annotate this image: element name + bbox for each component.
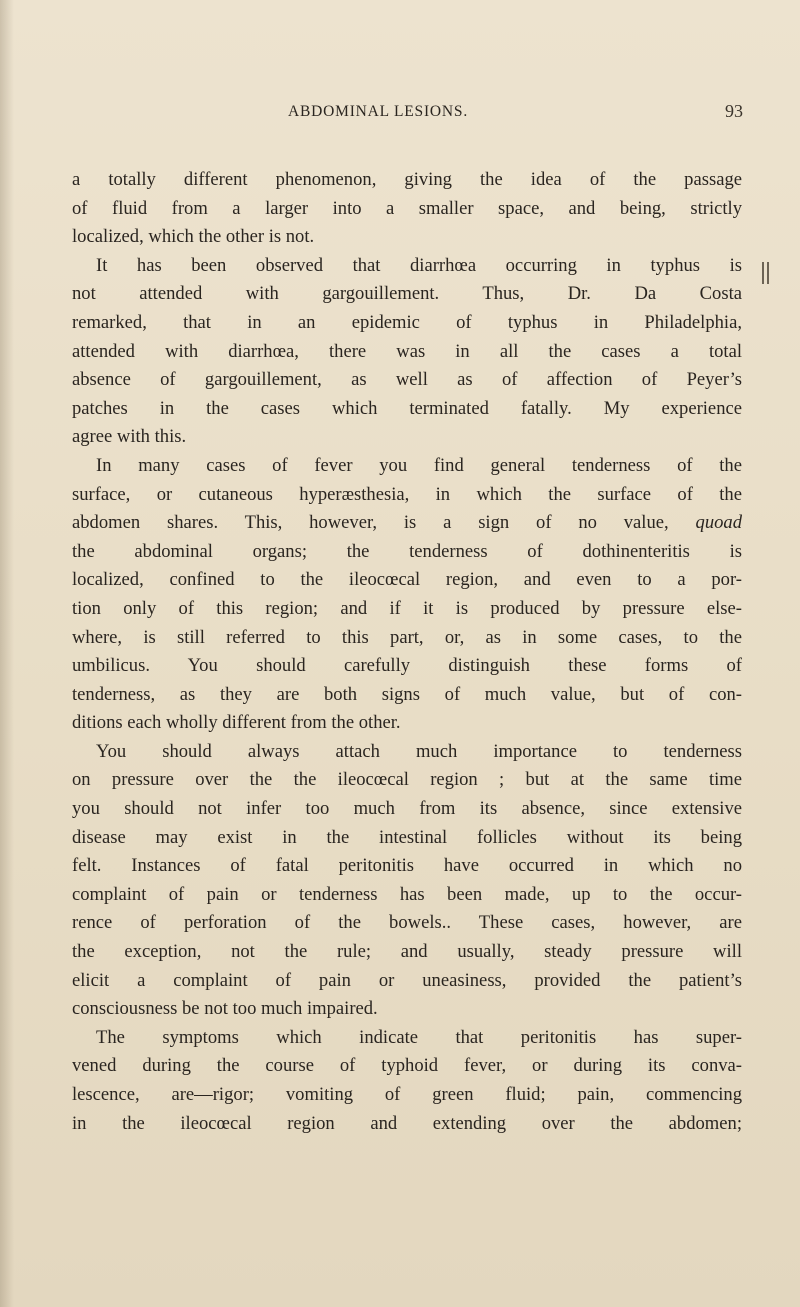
running-head: [0, 103, 800, 131]
text-line: a totally different phenomenon, giving the idea of the passage: [72, 169, 742, 190]
text-line: in the ileocœcal region and extending over the abdomen;: [72, 1112, 742, 1134]
text-line: You should always attach much importance to tenderness: [96, 740, 742, 762]
text-line: It has been observed that diarrhœa occurring in typhus is: [96, 254, 742, 276]
text-line: complaint of pain or tenderness has been made, up to the occur-: [72, 883, 742, 905]
italic-term: quoad: [695, 512, 742, 534]
page-gutter-shadow: [0, 0, 14, 1307]
running-title: ABDOMINAL LESIONS.: [288, 103, 469, 120]
text-line: tion only of this region; and if it is produced by pressure else-: [72, 597, 742, 619]
text-line: disease may exist in the intestinal follicles without its being: [72, 826, 742, 848]
text-line: localized, confined to the ileocœcal region, and even to a por-: [72, 569, 742, 591]
text-line: The symptoms which indicate that peritonitis has super-: [96, 1026, 742, 1048]
margin-mark: [760, 262, 774, 288]
text-line: umbilicus. You should carefully distinguish these forms of: [72, 655, 742, 677]
text-line: felt. Instances of fatal peritonitis have occurred in which no: [72, 855, 742, 877]
page-number: 93: [725, 101, 743, 121]
text-line: consciousness be not too much impaired.: [72, 998, 378, 1020]
text-line: remarked, that in an epidemic of typhus in Philadelphia,: [72, 311, 742, 333]
body-text: [72, 166, 742, 1138]
text-line: attended with diarrhœa, there was in all the cases a total: [72, 340, 742, 362]
text-line: localized, which the other is not.: [72, 226, 315, 248]
text-line: vened during the course of typhoid fever, or during its conva-: [72, 1055, 742, 1077]
text-line: of fluid from a larger into a smaller space, and being, strictly: [72, 197, 742, 219]
text-line: absence of gargouillement, as well as of affection of Peyer’s: [72, 369, 742, 391]
text-line: lescence, are—rigor; vomiting of green fluid; pain, commencing: [72, 1084, 742, 1105]
text-line: surface, or cutaneous hyperæsthesia, in which the surface of the: [72, 483, 742, 505]
text-line: tenderness, as they are both signs of much value, but of con-: [72, 683, 742, 705]
text-line: you should not infer too much from its absence, since extensive: [72, 798, 742, 820]
text-line: abdomen shares. This, however, is a sign of no value, quoad: [72, 512, 742, 534]
text-line: where, is still referred to this part, or, as in some cases, to the: [72, 626, 742, 648]
text-line: rence of perforation of the bowels.. These cases, however, are: [72, 912, 742, 934]
text-line: ditions each wholly different from the other.: [72, 712, 401, 734]
text-line: patches in the cases which terminated fatally. My experience: [72, 397, 742, 419]
text-line: agree with this.: [72, 426, 187, 448]
text-line: elicit a complaint of pain or uneasiness, provided the patient’s: [72, 969, 742, 991]
text-line: In many cases of fever you find general tenderness of the: [96, 454, 742, 476]
text-line: on pressure over the the ileocœcal region ; but at the same time: [72, 769, 742, 791]
text-line: not attended with gargouillement. Thus, Dr. Da Costa: [72, 283, 742, 305]
text-line: the abdominal organs; the tenderness of dothinenteritis is: [72, 540, 742, 562]
text-line: the exception, not the rule; and usually, steady pressure will: [72, 941, 742, 963]
